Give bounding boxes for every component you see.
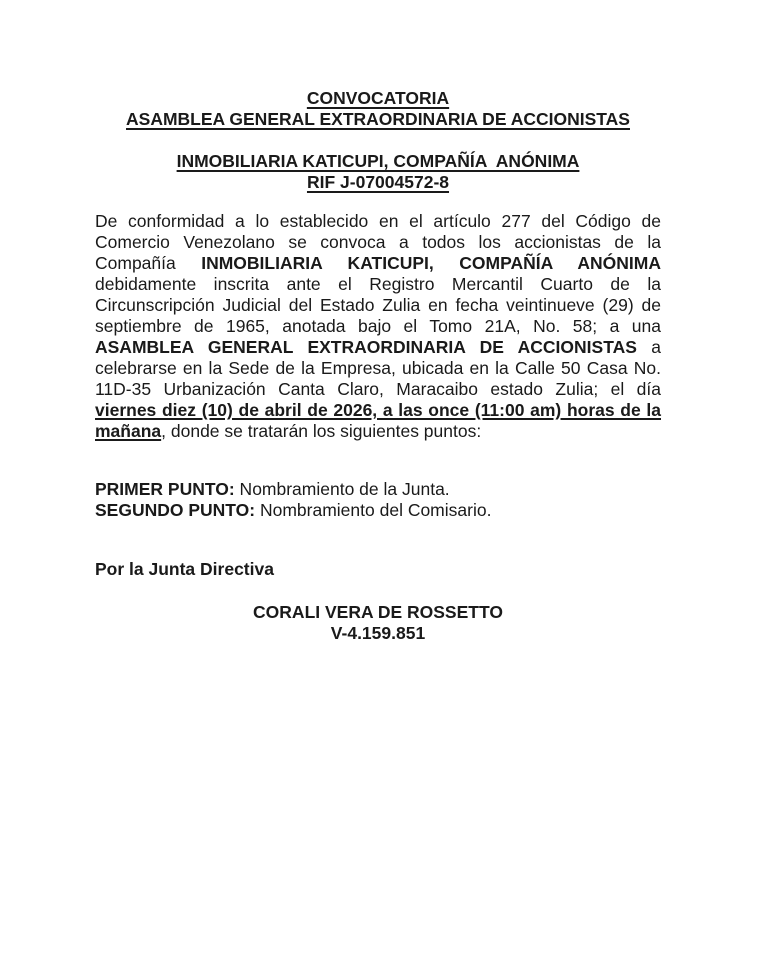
agenda-text-first: Nombramiento de la Junta. [234,479,450,499]
company-rif-text: RIF J-07004572-8 [306,172,450,192]
agenda-text-second: Nombramiento del Comisario. [255,500,492,520]
document-title-text: CONVOCATORIA [306,88,450,108]
document-subtitle [95,109,661,130]
body-run: a celebrarse en la Sede de la Empresa, ubicada en la Calle 50 Casa No. 11D-35 Urbanización Canta Claro, Maracaibo estado Zulia; el día [95,337,661,399]
company-rif [95,172,661,193]
agenda-label-first: PRIMER PUNTO: [95,479,235,499]
body-run: De conformidad a lo establecido en el artículo 277 del Código de Comercio Venezolano se convoca a todos los accionistas de la Compañía [95,211,661,273]
company-header [95,151,661,193]
document-content [95,88,661,644]
signature-id: V-4.159.851 [330,623,426,643]
signature-block [95,602,661,644]
agenda-label-second: SEGUNDO PUNTO: [95,500,256,520]
body-run: debidamente inscrita ante el Registro Mercantil Cuarto de la Circunscripción Judicial del Estado Zulia en fecha veintinueve (29) de septiembre de 1965, anotada bajo el Tomo 21A, No. 58; a una [95,274,661,336]
agenda-item-first [95,479,661,500]
document-header [95,88,661,130]
body-run: ASAMBLEA GENERAL EXTRAORDINARIA DE ACCIONISTAS [95,337,637,357]
agenda-list [95,479,661,521]
company-name [95,151,661,172]
closing-line: Por la Junta Directiva [95,559,274,579]
document-subtitle-text: ASAMBLEA GENERAL EXTRAORDINARIA DE ACCIONISTAS [126,109,630,129]
company-name-text: INMOBILIARIA KATICUPI, COMPAÑÍA ANÓNIMA [176,151,580,171]
body-run: INMOBILIARIA KATICUPI, COMPAÑÍA ANÓNIMA [201,253,661,273]
body-run: viernes diez (10) de abril de 2026, a las once (11:00 am) horas de la mañana [95,400,661,441]
body-run: , donde se tratarán los siguientes puntos: [161,421,482,441]
document-title [95,88,661,109]
body-paragraph [95,211,661,442]
signature-name: CORALI VERA DE ROSSETTO [253,602,503,622]
agenda-item-second [95,500,661,521]
